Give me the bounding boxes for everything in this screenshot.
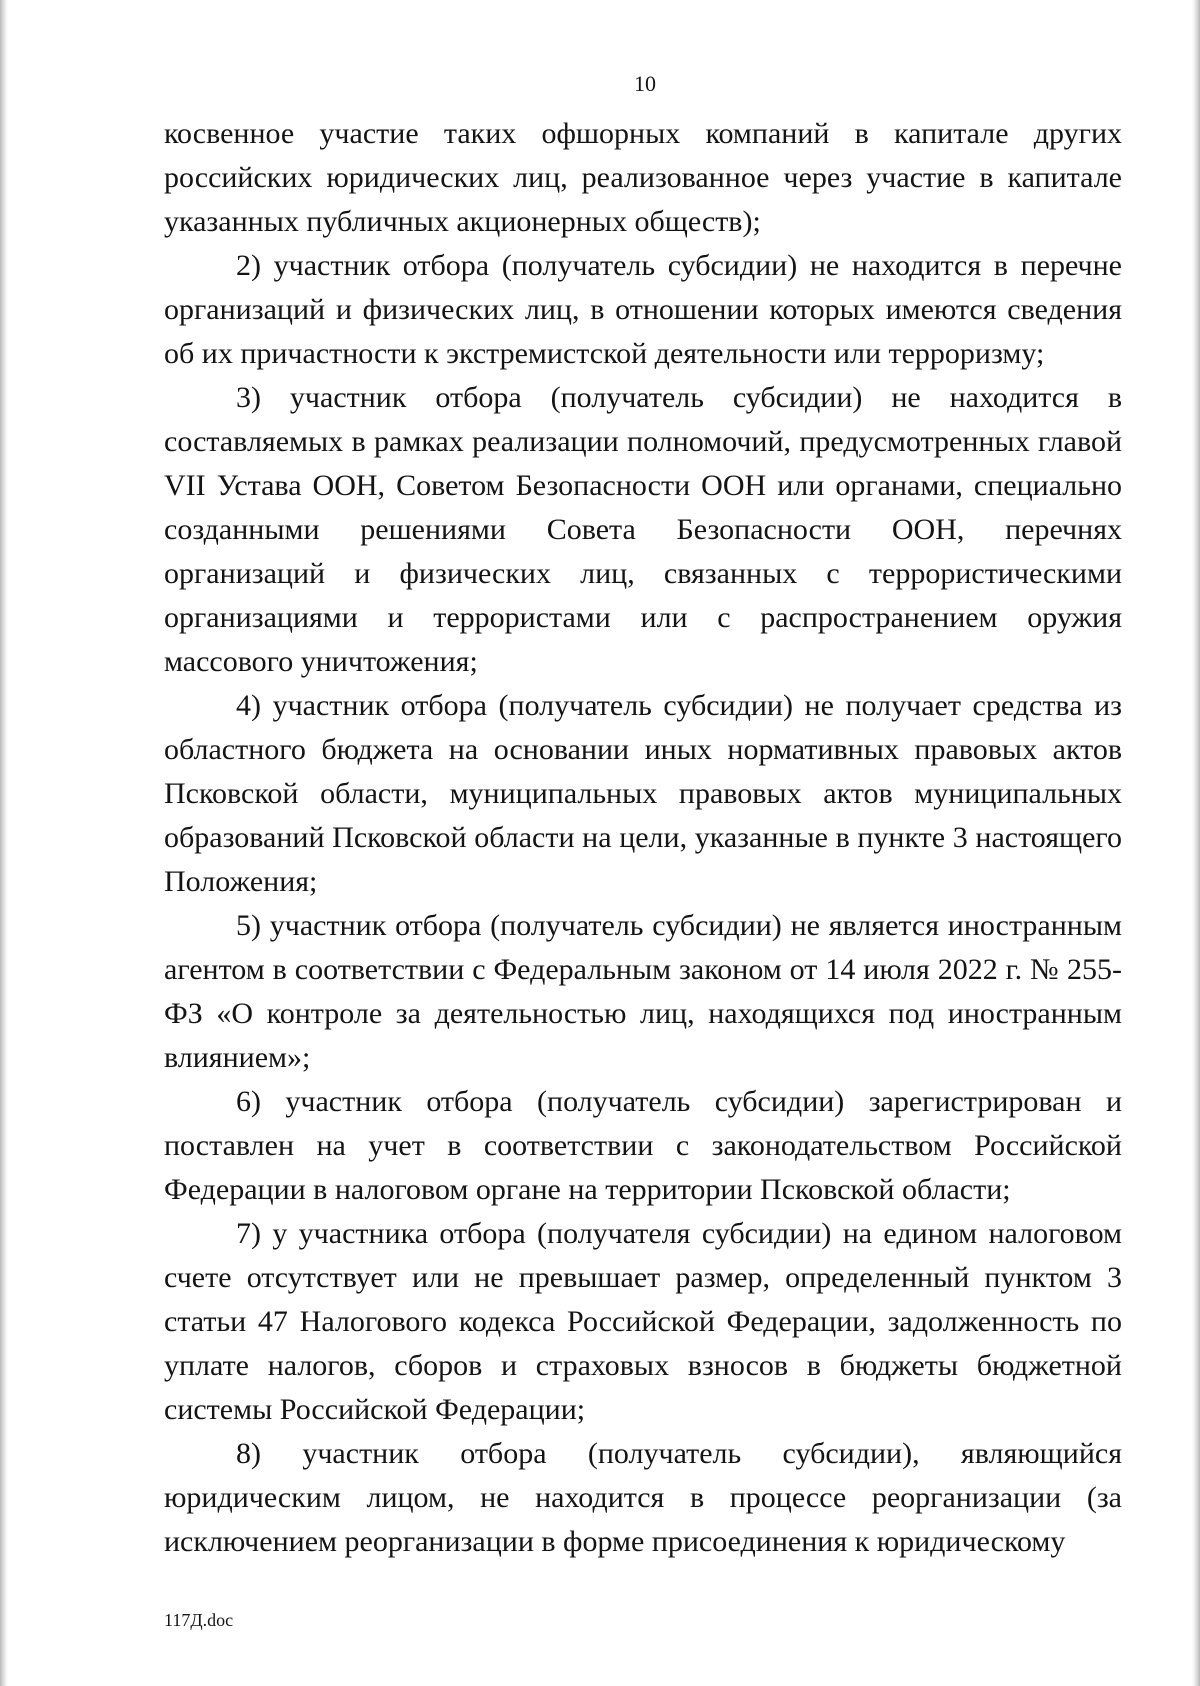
paragraph-item-8: 8) участник отбора (получатель субсидии), являющийся юридическим лицом, не находится в процессе реорганизации (за исключением реорганизации в форме присоединения к юридическому — [164, 1437, 1122, 1558]
paragraph-item-4: 4) участник отбора (получатель субсидии) не получает средства из областного бюджета на основании иных нормативных правовых актов Псковской области, муниципальных правовых актов муниципальных образований Псковской области на цели, указанные в пункте 3 настоящего Положения; — [164, 689, 1122, 898]
scan-edge-left — [0, 0, 8, 1686]
document-body — [164, 112, 1122, 1564]
paragraph-continuation: косвенное участие таких офшорных компаний в капитале других российских юридических лиц, реализованное через участие в капитале указанных публичных акционерных обществ); — [164, 117, 1122, 238]
paragraph-item-2: 2) участник отбора (получатель субсидии) не находится в перечне организаций и физических лиц, в отношении которых имеются сведения об их причастности к экстремистской деятельности или терроризму; — [164, 249, 1122, 370]
footer-filename: 117Д.doc — [164, 1610, 234, 1630]
paragraph-item-6: 6) участник отбора (получатель субсидии) зарегистрирован и поставлен на учет в соответствии с законодательством Российской Федерации в налоговом органе на территории Псковской области; — [164, 1085, 1122, 1206]
paragraph-item-5: 5) участник отбора (получатель субсидии) не является иностранным агентом в соответствии с Федеральным законом от 14 июля 2022 г. № 255-ФЗ «О контроле за деятельностью лиц, находящихся под иностранным влиянием»; — [164, 909, 1122, 1074]
scan-edge-right — [1192, 0, 1200, 1686]
paragraph-item-7: 7) у участника отбора (получателя субсидии) на едином налоговом счете отсутствует или не превышает размер, определенный пунктом 3 статьи 47 Налогового кодекса Российской Федерации, задолженность по уплате налогов, сборов и страховых взносов в бюджеты бюджетной системы Российской Федерации; — [164, 1217, 1122, 1426]
paragraph-item-3: 3) участник отбора (получатель субсидии) не находится в составляемых в рамках реализации полномочий, предусмотренных главой VII Устава ООН, Советом Безопасности ООН или органами, специально созданными решениями Совета Безопасности ООН, перечнях организаций и физических лиц, связанных с террористическими организациями и террористами или с распространением оружия массового уничтожения; — [164, 381, 1122, 678]
page-number: 10 — [634, 71, 656, 96]
